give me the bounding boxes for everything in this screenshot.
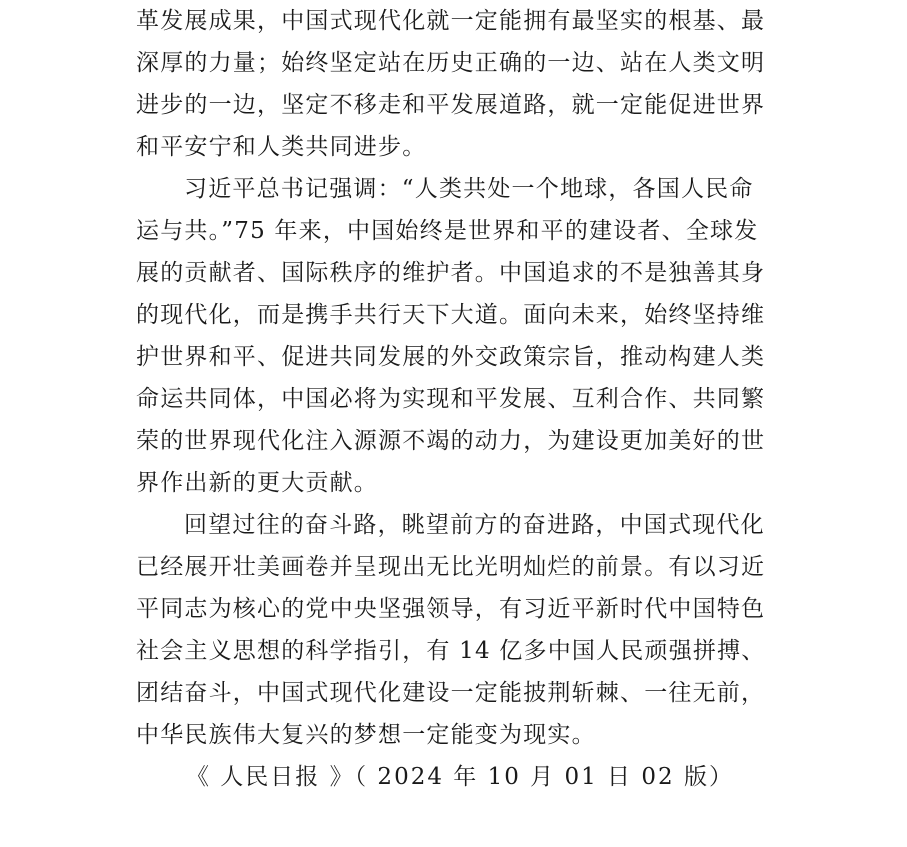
text-line: 社会主义思想的科学指引，有 14 亿多中国人民顽强拼搏、 [136, 638, 766, 664]
text-line: 革发展成果，中国式现代化就一定能拥有最坚实的根基、最 [136, 8, 766, 34]
text-line: 展的贡献者、国际秩序的维护者。中国追求的不是独善其身 [136, 260, 766, 286]
text-line: 深厚的力量；始终坚定站在历史正确的一边、站在人类文明 [136, 50, 766, 76]
source-citation: 《 人民日报 》（ 2024 年 10 月 01 日 02 版） [186, 764, 734, 790]
text-line: 和平安宁和人类共同进步。 [136, 134, 427, 160]
text-line: 已经展开壮美画卷并呈现出无比光明灿烂的前景。有以习近 [136, 554, 766, 580]
text-line: 回望过往的奋斗路，眺望前方的奋进路，中国式现代化 [184, 512, 765, 538]
paragraph-3 [136, 504, 772, 756]
text-line: 的现代化，而是携手共行天下大道。面向未来，始终坚持维 [136, 302, 766, 328]
text-line: 命运共同体，中国必将为实现和平发展、互利合作、共同繁 [136, 386, 766, 412]
text-line: 界作出新的更大贡献。 [136, 470, 378, 496]
text-line: 中华民族伟大复兴的梦想一定能变为现实。 [136, 722, 596, 748]
text-line: 团结奋斗，中国式现代化建设一定能披荆斩棘、一往无前， [136, 680, 766, 706]
paragraph-2 [136, 168, 772, 504]
text-line: 进步的一边，坚定不移走和平发展道路，就一定能促进世界 [136, 92, 766, 118]
paragraph-1 [136, 0, 772, 168]
text-line: 护世界和平、促进共同发展的外交政策宗旨，推动构建人类 [136, 344, 766, 370]
document-body [136, 0, 772, 798]
text-line: 运与共。”75 年来，中国始终是世界和平的建设者、全球发 [136, 218, 759, 244]
text-line: 平同志为核心的党中央坚强领导，有习近平新时代中国特色 [136, 596, 766, 622]
text-line: 习近平总书记强调：“人类共处一个地球，各国人民命 [184, 176, 754, 202]
text-line: 荣的世界现代化注入源源不竭的动力，为建设更加美好的世 [136, 428, 766, 454]
